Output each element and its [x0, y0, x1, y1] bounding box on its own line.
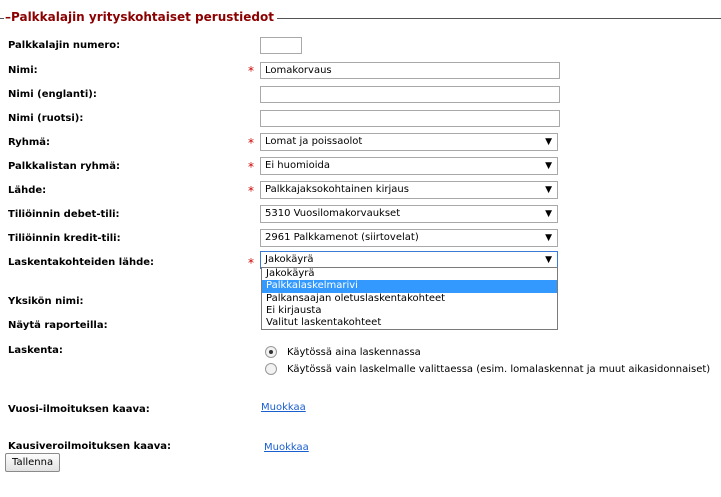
- required-mark: *: [248, 184, 254, 198]
- laskentakohde-dropdown-list: [261, 267, 558, 330]
- laskentakohde-label: Laskentakohteiden lähde:: [8, 257, 155, 268]
- nimi-en-label: Nimi (englanti):: [8, 89, 97, 100]
- save-button[interactable]: Tallenna: [5, 453, 60, 472]
- dropdown-option[interactable]: Jakokäyrä: [266, 268, 315, 279]
- debet-select[interactable]: [260, 205, 558, 223]
- numero-input[interactable]: [260, 37, 302, 54]
- required-mark: *: [248, 160, 254, 174]
- dropdown-option[interactable]: Ei kirjausta: [266, 304, 322, 316]
- lahde-value: Palkkajaksokohtainen kirjaus: [265, 184, 409, 195]
- lahde-label: Lähde:: [8, 185, 47, 196]
- palkkalistan-ryhma-select[interactable]: [260, 157, 558, 175]
- nimi-label: Nimi:: [8, 65, 38, 76]
- laskenta-radio-selected-only-label: Käytössä vain laskelmalle valittaessa (esim. lomalaskennat ja muut aikasidonnaiset): [287, 364, 711, 375]
- laskenta-radio-always-label: Käytössä aina laskennassa: [287, 347, 421, 358]
- raportti-label: Näytä raporteilla:: [8, 320, 108, 331]
- nimi-sv-label: Nimi (ruotsi):: [8, 113, 84, 124]
- chevron-down-icon: ▼: [545, 185, 552, 195]
- yksikko-label: Yksikön nimi:: [8, 296, 84, 307]
- chevron-down-icon: ▼: [545, 255, 552, 265]
- dropdown-option[interactable]: Valitut laskentakohteet: [266, 317, 382, 329]
- required-mark: *: [248, 256, 254, 270]
- laskenta-label: Laskenta:: [8, 345, 63, 356]
- ryhma-label: Ryhmä:: [8, 137, 51, 148]
- palkkalistan-ryhma-label: Palkkalistan ryhmä:: [8, 161, 120, 172]
- debet-value: 5310 Vuosilomakorvaukset: [265, 208, 401, 219]
- palkkalistan-ryhma-value: Ei huomioida: [265, 160, 330, 171]
- laskenta-radio-selected-only[interactable]: [265, 363, 277, 375]
- lahde-select[interactable]: [260, 181, 558, 199]
- chevron-down-icon: ▼: [545, 137, 552, 147]
- required-mark: *: [248, 64, 254, 78]
- numero-label: Palkkalajin numero:: [8, 40, 121, 51]
- laskenta-radio-always[interactable]: [265, 346, 277, 358]
- ryhma-value: Lomat ja poissaolot: [265, 136, 363, 147]
- dropdown-option-highlighted[interactable]: Palkkalaskelmarivi: [262, 280, 557, 292]
- ryhma-select[interactable]: [260, 133, 558, 151]
- laskentakohde-value: Jakokäyrä: [265, 254, 314, 265]
- nimi-input[interactable]: Lomakorvaus: [260, 62, 560, 79]
- vuosi-edit-link[interactable]: Muokkaa: [261, 402, 306, 413]
- chevron-down-icon: ▼: [545, 233, 552, 243]
- required-mark: *: [248, 136, 254, 150]
- kredit-value: 2961 Palkkamenot (siirtovelat): [265, 232, 419, 243]
- debet-label: Tiliöinnin debet-tili:: [8, 209, 120, 220]
- section-legend-text: Palkkalajin yrityskohtaiset perustiedot: [11, 10, 274, 24]
- kausi-label: Kausiveroilmoituksen kaava:: [8, 441, 171, 452]
- chevron-down-icon: ▼: [545, 161, 552, 171]
- section-legend: –Palkkalajin yrityskohtaiset perustiedot: [4, 9, 277, 25]
- vuosi-label: Vuosi-ilmoituksen kaava:: [8, 404, 150, 415]
- dropdown-option[interactable]: Palkansaajan oletuslaskentakohteet: [266, 292, 446, 304]
- chevron-down-icon: ▼: [545, 209, 552, 219]
- kausi-edit-link[interactable]: Muokkaa: [264, 442, 309, 453]
- kredit-select[interactable]: [260, 229, 558, 247]
- kredit-label: Tiliöinnin kredit-tili:: [8, 233, 121, 244]
- nimi-en-input[interactable]: [260, 86, 560, 103]
- nimi-sv-input[interactable]: [260, 110, 560, 127]
